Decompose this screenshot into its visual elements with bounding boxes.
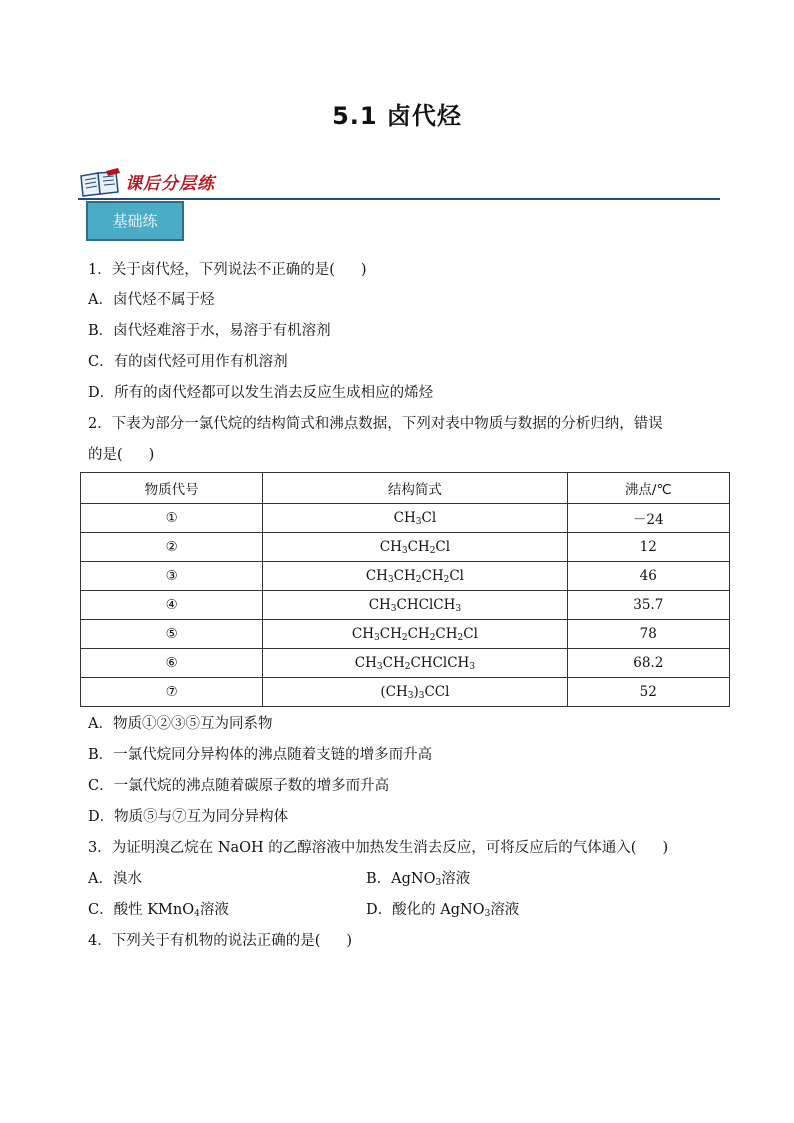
table-header: 结构简式 xyxy=(263,473,567,504)
question-1-option-a: A．卤代烃不属于烃 xyxy=(88,292,215,308)
table-cell-bp: 78 xyxy=(567,620,729,649)
book-icon xyxy=(78,168,122,198)
table-cell-formula: $CH_3CH_2CH_2Cl$ xyxy=(263,562,567,591)
table-cell-code: ③ xyxy=(81,562,263,591)
section-divider xyxy=(78,198,720,200)
level-badge: 基础练 xyxy=(86,201,184,241)
question-3-option-c: C．酸性 KMnO$_4$溶液 xyxy=(88,902,229,919)
table-cell-bp: 68.2 xyxy=(567,649,729,678)
table-cell-code: ⑤ xyxy=(81,620,263,649)
question-2-option-c: C．一氯代烷的沸点随着碳原子数的增多而升高 xyxy=(88,778,390,794)
question-1-stem: 1．关于卤代烃，下列说法不正确的是( ) xyxy=(88,262,367,278)
table-cell-bp: 35.7 xyxy=(567,591,729,620)
table-row xyxy=(81,591,730,620)
question-1-option-d: D．所有的卤代烃都可以发生消去反应生成相应的烯烃 xyxy=(88,385,434,401)
question-2-stem-line1: 2．下表为部分一氯代烷的结构简式和沸点数据，下列对表中物质与数据的分析归纳，错误 xyxy=(88,416,663,432)
table-cell-code: ④ xyxy=(81,591,263,620)
table-cell-formula: $(CH_3)_3CCl$ xyxy=(263,678,567,707)
section-label: 课后分层练 xyxy=(125,174,215,194)
question-3-option-a: A．溴水 xyxy=(88,871,142,887)
table-row xyxy=(81,562,730,591)
page-title: 5.1 卤代烃 xyxy=(332,102,462,130)
table-cell-code: ② xyxy=(81,533,263,562)
table-cell-code: ⑥ xyxy=(81,649,263,678)
table-cell-bp: 52 xyxy=(567,678,729,707)
question-2-stem-line2: 的是( ) xyxy=(88,447,155,463)
question-2-option-b: B．一氯代烷同分异构体的沸点随着支链的增多而升高 xyxy=(88,747,433,763)
section-header xyxy=(78,166,720,202)
table-row xyxy=(81,649,730,678)
table-header-row xyxy=(81,473,730,504)
table-cell-bp: 12 xyxy=(567,533,729,562)
question-1-option-b: B．卤代烃难溶于水，易溶于有机溶剂 xyxy=(88,323,331,339)
table-cell-bp: 46 xyxy=(567,562,729,591)
table-cell-code: ① xyxy=(81,504,263,533)
question-2-option-d: D．物质⑤与⑦互为同分异构体 xyxy=(88,809,289,825)
question-2-option-a: A．物质①②③⑤互为同系物 xyxy=(88,716,273,732)
table-header: 沸点/℃ xyxy=(567,473,729,504)
boiling-point-table xyxy=(80,472,730,707)
table-row xyxy=(81,533,730,562)
table-header: 物质代号 xyxy=(81,473,263,504)
table-cell-code: ⑦ xyxy=(81,678,263,707)
table-cell-formula: $CH_3CH_2CH_2CH_2Cl$ xyxy=(263,620,567,649)
table-cell-formula: $CH_3CH_2CHClCH_3$ xyxy=(263,649,567,678)
table-cell-formula: $CH_3CH_2Cl$ xyxy=(263,533,567,562)
question-3-option-b: B．AgNO$_3$溶液 xyxy=(366,871,471,888)
question-3-option-d: D．酸化的 AgNO$_3$溶液 xyxy=(366,902,520,919)
table-row xyxy=(81,504,730,533)
table-cell-bp: －24 xyxy=(567,504,729,533)
question-3-stem: 3．为证明溴乙烷在 NaOH 的乙醇溶液中加热发生消去反应，可将反应后的气体通入( ) xyxy=(88,840,669,856)
table-row xyxy=(81,620,730,649)
table-row xyxy=(81,678,730,707)
table-cell-formula: $CH_3CHClCH_3$ xyxy=(263,591,567,620)
question-1-option-c: C．有的卤代烃可用作有机溶剂 xyxy=(88,354,288,370)
table-cell-formula: $CH_3Cl$ xyxy=(263,504,567,533)
question-4-stem: 4．下列关于有机物的说法正确的是( ) xyxy=(88,933,353,949)
